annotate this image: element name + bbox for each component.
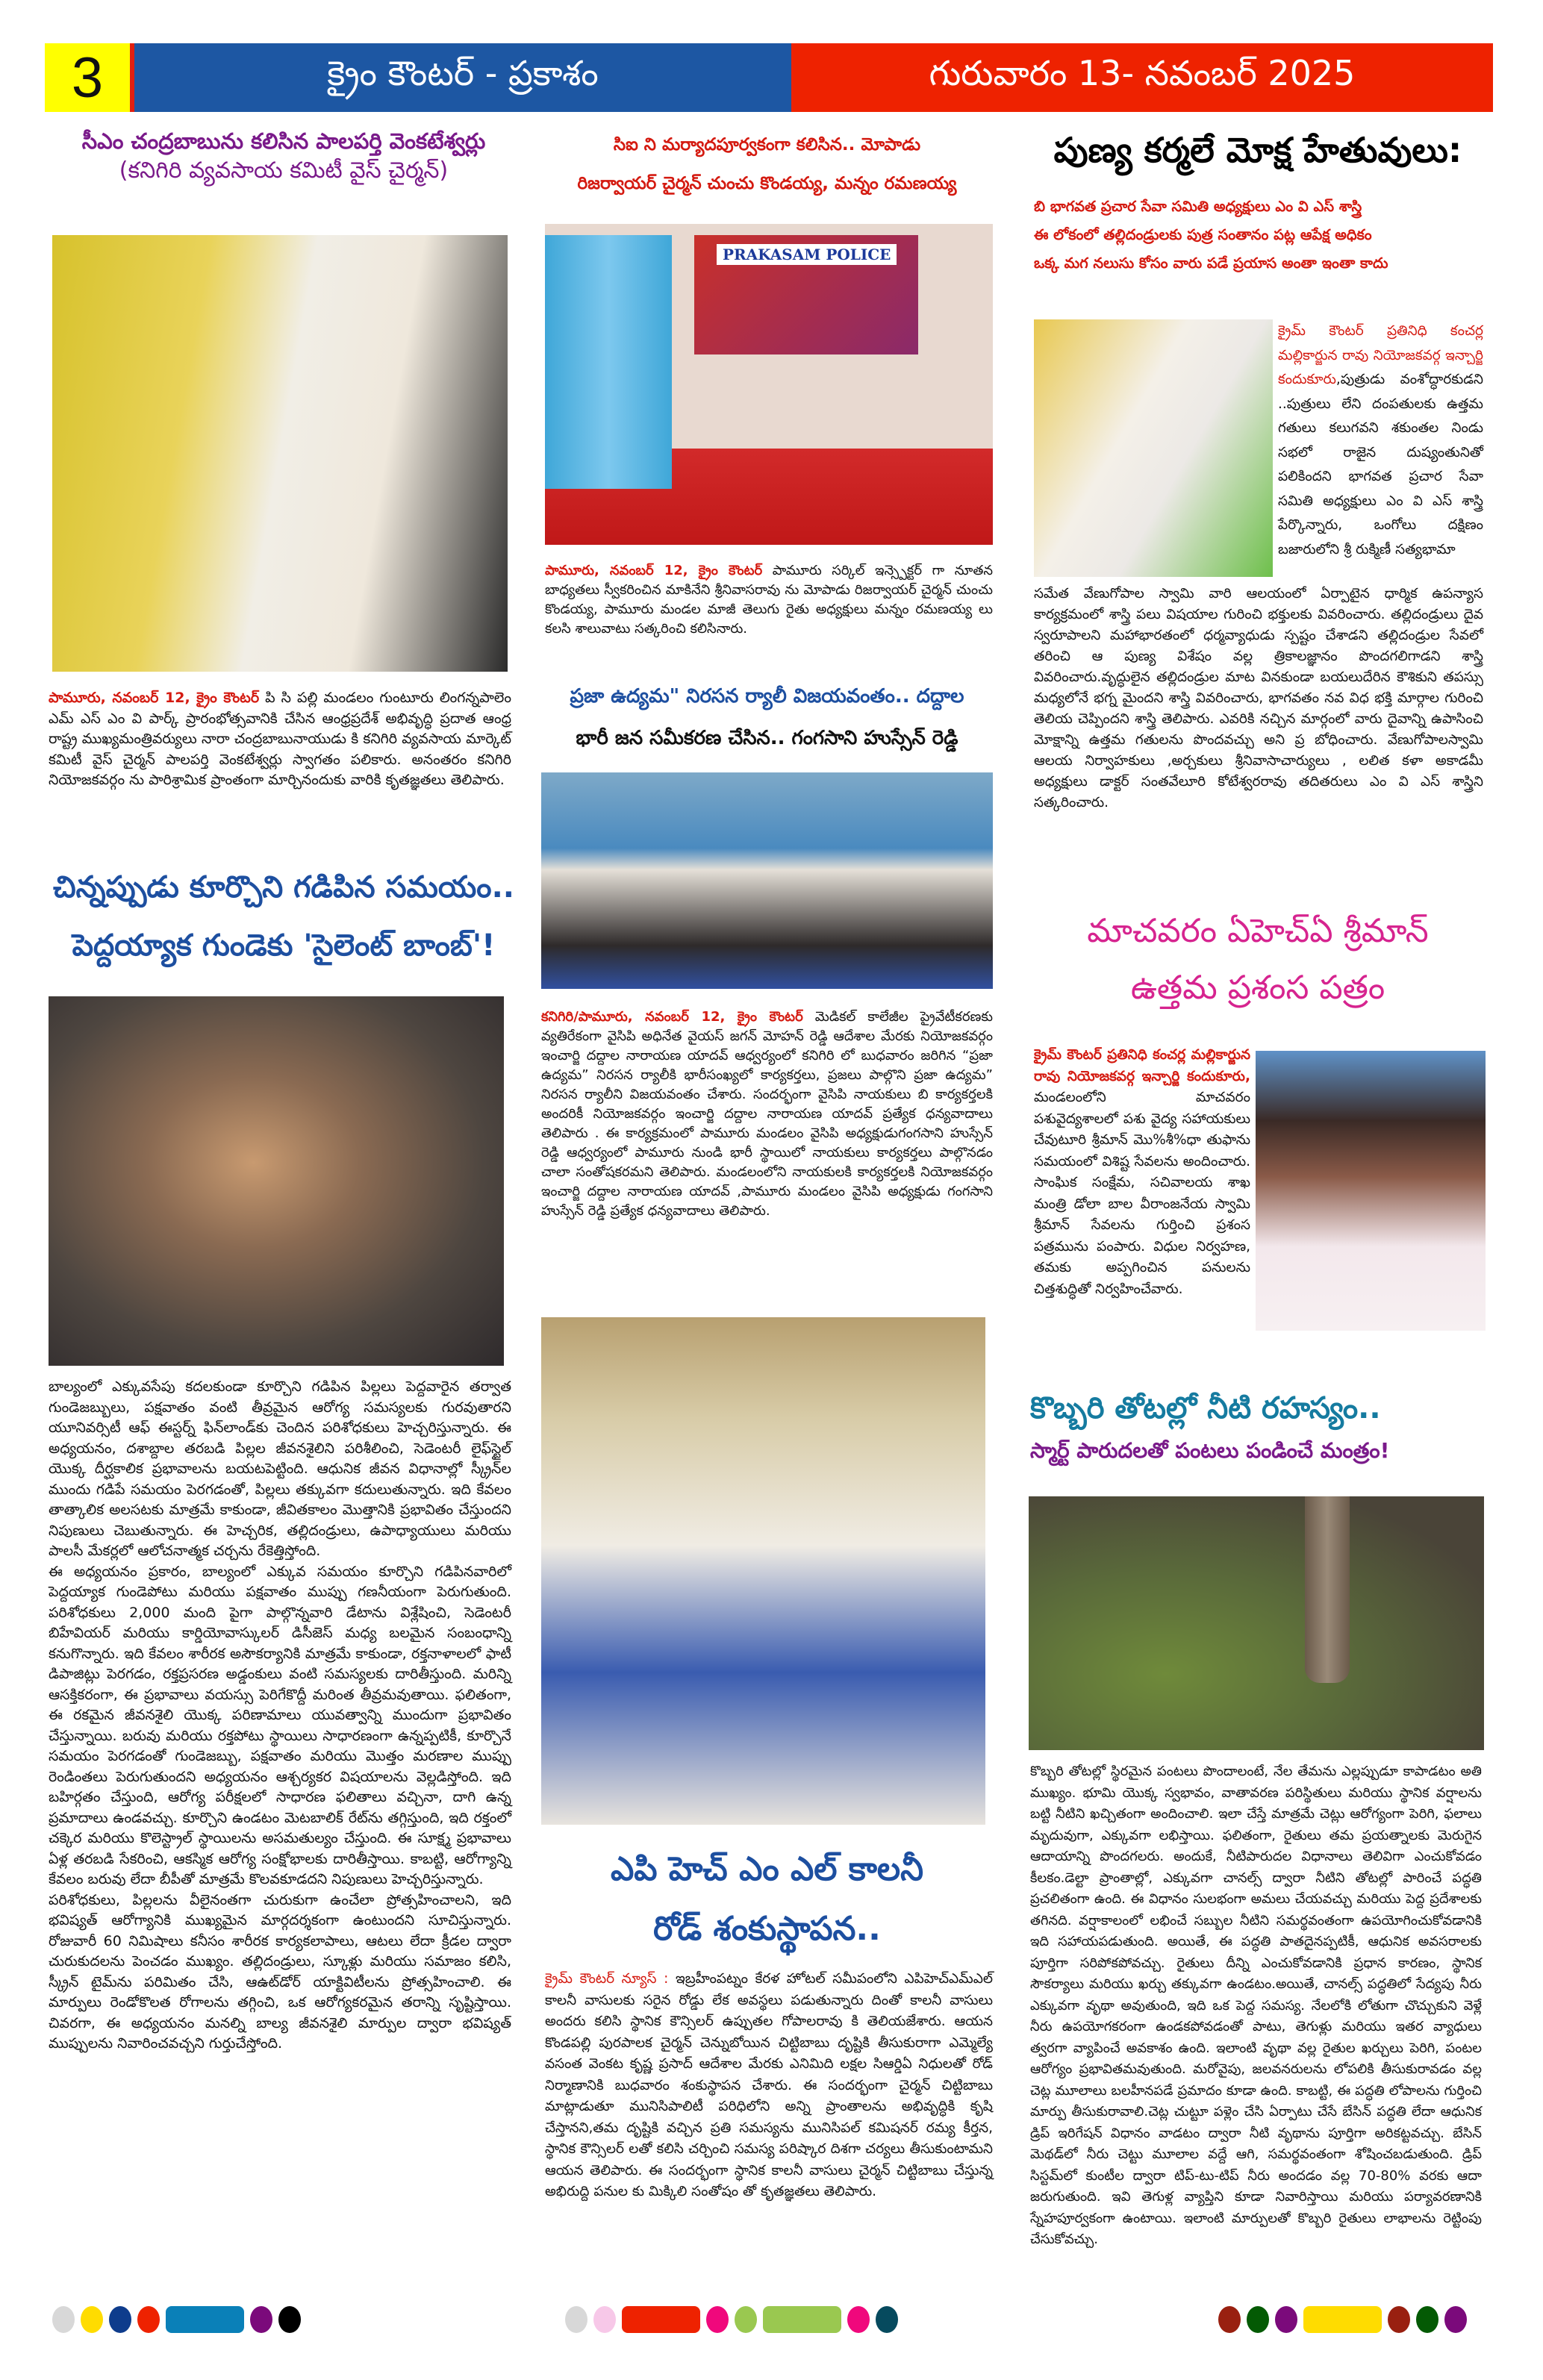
coconut-subhead: స్మార్ట్ పారుదలతో పంటలు పండించే మంత్రం!: [1030, 1438, 1390, 1463]
footer-color-pill: [1416, 2306, 1438, 2333]
punya-karma-headline: పుణ్య కర్మలే మోక్ష హేతువులు:: [1053, 130, 1462, 170]
dateline: క్రైమ్ కౌంటర్ ప్రతినిధి కంచర్ల మల్లికార్జున రావు నియోజకవర్గ ఇన్చార్జి కందుకూరు: [1278, 323, 1483, 387]
shriman-portrait: [1256, 1051, 1486, 1331]
cm-meeting-headline: [45, 127, 523, 187]
footer-color-pill: [565, 2306, 587, 2333]
headline-line: (కనిగిరి వ్యవసాయ కమిటీ వైస్ చైర్మన్): [119, 157, 449, 184]
rally-photo: [541, 772, 993, 989]
rally-article: [541, 1008, 993, 1221]
article-body: పి సి పల్లి మండలం గుంటూరు లింగన్నపాలెం ఎమ్ ఎస్ ఎం వి పార్క్ ప్రారంభోత్సవానికి చేసిన ఆంధ్రప్రదేశ్ అభివృద్ధి ప్రదాత ఆంధ్ర రాష్ట్ర ముఖ్యమంత్రివర్యులు నారా చంద్రబాబునాయుడు కి కనిగిరి వ్యవసాయ మార్కెట్ కమిటీ వైస్ చైర్మన్ పాలపర్తి వెంకటేశ్వర్లు స్వాగతం పలికారు. అనంతరం కనిగిరి నియోజకవర్గం ను పారిశ్రామిక ప్రాంతంగా మార్చినందుకు వారికి కృతజ్ఞతలు తెలిపారు.: [49, 690, 511, 788]
footer-color-pill: [278, 2306, 301, 2333]
child-phone-photo: [49, 996, 504, 1366]
headline-line: ప్రజా ఉద్యమ" నిరసన ర్యాలీ విజయవంతం.. దద్దాల: [570, 685, 964, 708]
footer-color-pill: [1388, 2306, 1410, 2333]
footer-color-pill: [81, 2306, 103, 2333]
article-paragraph: ఈ అధ్యయనం ప్రకారం, బాల్యంలో ఎక్కువ సమయం కూర్చొని గడిపినవారిలో పెద్దయ్యాక గుండెపోటు మరియు పక్షవాతం ముప్పు గణనీయంగా పెరుగుతుంది. పరిశోధకులు 2,000 మంది పైగా పాల్గొన్నవారి డేటాను విశ్లేషించి, సెడెంటరీ బిహేవియర్ మరియు కార్డియోవాస్కులర్ డిసీజెస్ మధ్య బలమైన సంబంధాన్ని కనుగొన్నారు. ఇది కేవలం శారీరక అసౌకర్యానికి మాత్రమే కాకుండా, రక్తనాళాలలో ఫాటీ డిపాజిట్లు పెరగడం, రక్తప్రసరణ అడ్డంకులు వంటి సమస్యలకు దారితీస్తుంది. మరిన్ని ఆసక్తికరంగా, ఈ ప్రభావాలు వయస్సు పెరిగేకొద్దీ మరింత తీవ్రమవుతాయి. ఫలితంగా, ఈ రకమైన జీవనశైలి యొక్క పరిణామాలు యువత్వాన్ని ముందుగా ప్రభావితం చేస్తున్నాయి. బరువు మరియు రక్తపోటు స్థాయిలు సాధారణంగా ఉన్నప్పటికీ, కూర్చొనే సమయం పెరగడంతో గుండెజబ్బు, పక్షవాతం మరియు మొత్తం మరణాల ముప్పు రెండింతలు పెరుగుతుందని అధ్యయనం ఆశ్చర్యకర విషయాలను వెల్లడిస్తోంది. ఇది బహిర్గతం చేస్తుంది, ఆరోగ్య పరీక్షలలో సాధారణ ఫలితాలు వచ్చినా, దాగి ఉన్న ప్రమాదాలు ఉండవచ్చు. కూర్చొని ఉండటం మెటబాలిక్ రేట్‌ను తగ్గిస్తుంది, ఇది రక్తంలో చక్కెర మరియు కొలెస్ట్రాల్ స్థాయిలను అసమతుల్యం చేస్తుంది. ఈ సూక్ష్మ ప్రభావాలు ఏళ్ల తరబడి సేకరించి, ఆకస్మిక ఆరోగ్య సంక్షోభాలకు దారితీస్తాయి. కాబట్టి, ఆరోగ్యాన్ని కేవలం బరువు లేదా బీపీతో మాత్రమే కొలవకూడదని నిపుణులు హెచ్చరిస్తున్నారు.: [49, 1563, 511, 1887]
footer-color-pill: [847, 2306, 870, 2333]
footer-color-pill: [735, 2306, 757, 2333]
dateline: క్రైమ్ కౌంటర్ ప్రతినిధి కంచర్ల మల్లికార్జున రావు నియోజకవర్గ ఇన్చార్జి కందుకూరు,: [1034, 1047, 1250, 1084]
punya-karma-article-top: [1278, 319, 1483, 562]
footer-color-pill: [1444, 2306, 1467, 2333]
dateline: కనిగిరి/పామూరు, నవంబర్ 12, క్రైం కౌంటర్: [541, 1009, 803, 1025]
masthead-date: గురువారం 13- నవంబర్ 2025: [791, 43, 1493, 112]
headline-line: సిఐ ని మర్యాదపూర్వకంగా కలిసిన.. మోపాడు: [613, 135, 921, 154]
footer-color-pill: [250, 2306, 272, 2333]
article-paragraph: బాల్యంలో ఎక్కువసేపు కదలకుండా కూర్చొని గడిపిన పిల్లలు పెద్దవారైన తర్వాత గుండెజబ్బులు, పక్షవాతం వంటి తీవ్రమైన ఆరోగ్య సమస్యలకు గురవుతారని యూనివర్సిటీ ఆఫ్ ఈస్టర్న్ ఫిన్‌లాండ్‌కు చెందిన పరిశోధకులు హెచ్చరిస్తున్నారు. ఈ అధ్యయనం, దశాబ్దాల తరబడి పిల్లల జీవనశైలిని పరిశీలించి, సెడెంటరీ లైఫ్‌స్టైల్ యొక్క దీర్ఘకాలిక ప్రభావాలను బయటపెట్టింది. ఆధునిక జీవన విధానాల్లో స్క్రీన్‌ల ముందు గడిపే సమయం పెరగడంతో, పిల్లలు తక్కువగా కదులుతున్నారు. ఇది కేవలం తాత్కాలిక అలసటకు మాత్రమే కాకుండా, జీవితకాలం మొత్తానికి ప్రభావితం చేస్తుందని నిపుణులు చెబుతున్నారు. ఈ హెచ్చరిక, తల్లిదండ్రులు, ఉపాధ్యాయులు మరియు పాలసీ మేకర్లలో ఆలోచనాత్మక చర్చను రేకెత్తిస్తోంది.: [49, 1378, 511, 1559]
machavaram-article: [1034, 1045, 1250, 1300]
headline-line: ఎపి హెచ్ ఎం ఎల్ కాలనీ: [610, 1850, 924, 1888]
ci-meeting-photo: [545, 224, 993, 545]
article-body: పామూరు సర్కిల్ ఇన్స్పెక్టర్ గా నూతన బాధ్యతలు స్వీకరించిన మాకినేని శ్రీనివాసరావు ను మోపాడు రిజర్వాయర్ చైర్మన్ చుంచు కొండయ్య, పామూరు మండల మాజీ తెలుగు రైతు అధ్యక్షులు మన్నం రమణయ్య లు కలసి శాలువాటు సత్కరించి కలిసినారు.: [545, 563, 994, 637]
footer-color-pill: [137, 2306, 160, 2333]
dateline: పామూరు, నవంబర్ 12, క్రైం కౌంటర్: [49, 690, 260, 706]
coconut-farm-photo: [1029, 1496, 1484, 1750]
punya-karma-article-bottom: సమేత వేణుగోపాల స్వామి వారి ఆలయంలో ఏర్పాటైన ధార్మిక ఉపన్యాస కార్యక్రమంలో శాస్త్రి పలు విషయాల గురించి భక్తులకు వివరించారు. తల్లిదండ్రులు దైవ స్వరూపాలని మహాభారతంలో ధర్మవ్యాధుడు స్పష్టం చేశాడని తల్లిదండ్రుల సేవలో తరించి ఆ పుణ్య విశేషం వల్ల త్రికాలజ్ఞానం పొందగలిగాడని శాస్త్రి వివరించారు.వృద్ధులైన తల్లిదండ్రుల మాట వినకుండా బయలుదేరిన కౌశికుని తపస్సు మధ్యలోనే భగ్న మైందని శాస్త్రి వివరించారు, భాగవతం నవ విధ భక్తి మార్గాల గురించి తెలియ చెప్పిందని శాస్త్రి తెలిపారు. ఎవరికి నచ్చిన మార్గంలో వారు దైవాన్ని ఉపాసించి మోక్షాన్ని ఉత్తమ గతులను పొందవచ్చు అని ప్ర బోధించారు. వేణుగోపాలస్వామి ఆలయ నిర్వాహకులు ,అర్చకులు శ్రీనివాసాచార్యులు , లలిత కళా అకాడమీ అధ్యక్షులు డాక్టర్ సంతవేలూరి కోటేశ్వరరావు తదితరులు ఎం వి ఎస్ శాస్త్రిని సత్కరించారు.: [1034, 586, 1483, 810]
headline-line: సీఎం చంద్రబాబును కలిసిన పాలపర్తి వెంకటేశ్వర్లు: [81, 128, 486, 154]
colony-road-headline: [534, 1840, 1000, 1959]
coconut-article: కొబ్బరి తోటల్లో స్థిరమైన పంటలు పొందాలంటే, నేల తేమను ఎల్లప్పుడూ కాపాడటం అతి ముఖ్యం. భూమి యొక్క స్వభావం, వాతావరణ పరిస్థితులు మరియు స్థానిక వర్షాలను బట్టి నీటిని ఖచ్చితంగా అందించాలి. ఇలా చేస్తే మాత్రమే చెట్లు ఆరోగ్యంగా పెరిగి, ఫలాలు మృదువుగా, ఎక్కువగా లభిస్తాయి. ఫలితంగా, రైతులు తమ ప్రయత్నాలకు మెరుగైన ఆదాయాన్ని పొందగలరు. అందుకే, నీటిపారుదల విధానాలు తెలివిగా ఎంచుకోవడం కీలకం.డెల్టా ప్రాంతాల్లో, ఎక్కువగా చానల్స్ ద్వారా నీటిని తోటల్లో పారించే పద్ధతి ప్రచలితంగా ఉంది. ఈ విధానం సులభంగా అమలు చేయవచ్చు మరియు పెద్ద ప్రదేశాలకు తగినది. వర్షాకాలంలో లభించే సబ్బుల నీటిని సమర్థవంతంగా ఉపయోగించుకోవడానికి ఇది సహాయపడుతుంది. అయితే, ఈ పద్ధతి పాతదైనప్పటికీ, ఆధునిక అవసరాలకు పూర్తిగా సరిపోకపోవచ్చు. రైతులు దీన్ని ఎంచుకోవడానికి ప్రధాన కారణం, స్థానిక సౌకర్యాలు మరియు ఖర్చు తక్కువగా ఉండటం.అయితే, చానల్స్ పద్ధతిలో సేద్యపు నీరు ఎక్కువగా వృథా అవుతుంది, ఇది ఒక పెద్ద సమస్య. నేలలోకి లోతుగా చొచ్చుకుని వెళ్లే నీరు ఉపయోగకరంగా ఉండకపోవడంతో పాటు, తెగుళ్లు మరియు ఇతర వ్యాధులు త్వరగా వ్యాపించే అవకాశం ఉంది. ఇలాంటి వృథా వల్ల రైతుల ఖర్చులు పెరిగి, పంటల ఆరోగ్యం ప్రభావితమవుతుంది. మరోవైపు, జలవనరులను లోపలికి తీసుకురావడం వల్ల చెట్ల మూలాలు బలహీనపడే ప్రమాదం కూడా ఉంది. కాబట్టి, ఈ పద్ధతి లోపాలను గుర్తించి మార్పు తీసుకురావాలి.చెట్ల చుట్టూ పళ్లెం చేసి ఏర్పాటు చేసే బేసిన్ పద్ధతి లేదా ఆధునిక డ్రిప్ ఇరిగేషన్ విధానం వాడటం ద్వారా నీటి వృథాను పూర్తిగా అరికట్టవచ్చు. బేసిన్ మెథడ్‌లో నీరు చెట్టు మూలాల వద్దే ఆగి, సమర్థవంతంగా శోషించబడుతుంది. డ్రిప్ సిస్టమ్‌లో కుంటీల ద్వారా టిప్-టు-టిప్ నీరు అందడం వల్ల 70-80% వరకు ఆదా జరుగుతుంది. ఇవి తెగుళ్ల వ్యాప్తిని కూడా నివారిస్తాయి మరియు పర్యావరణానికి స్నేహపూర్వకంగా ఉంటాయి. ఇలాంటి మార్పులతో కొబ్బరి రైతులు లాభాలను రెట్టింపు చేసుకోవచ్చు.: [1030, 1764, 1482, 2247]
footer-color-pill: [52, 2306, 75, 2333]
subhead-line: ఈ లోకంలో తల్లిదండ్రులకు పుత్ర సంతానం పట్ల ఆపేక్ష అధికం: [1034, 226, 1372, 243]
curtain: [545, 235, 672, 489]
headline-line: పెద్దయ్యాక గుండెకు 'సైలెంట్ బాంబ్'!: [72, 928, 496, 963]
cm-meeting-article: [49, 688, 511, 791]
colony-road-article: [545, 1969, 993, 2203]
article-body: మండలంలోని మాచవరం పశువైద్యశాలలో పశు వైద్య సహాయకులు చేవుటూరి శ్రీమాన్ మొ%శీ%ధా తుఫాను సమయంలో విశిష్ట సేవలను అందించారు. సాంఘిక సంక్షేమ, సచివాలయ శాఖ మంత్రి డోలా బాల వీరాంజనేయ స్వామి శ్రీమాన్ సేవలను గుర్తించి ప్రశంస పత్రమును పంపారు. విధుల నిర్వహణ, తమకు అప్పగించిన పనులను చిత్తశుద్ధితో నిర్వహించేవారు.: [1034, 1090, 1250, 1297]
article-body: మెడికల్ కాలేజీల ప్రైవేటీకరణకు వ్యతిరేకంగా వైసిపి అధినేత వైయస్ జగన్ మోహన్ రెడ్డి ఆదేశాల మేరకు నియోజకవర్గం ఇంచార్జి దద్దాల నారాయణ యాదవ్ ఆధ్వర్యంలో కనిగిరి లో బుధవారం జరిగిన “ప్రజా ఉద్యమ” నిరసన ర్యాలీకి భారీసంఖ్యలో కార్యకర్తలు, ప్రజలు పాల్గొని ప్రజా ఉద్యమ” నిరసన ర్యాలీని విజయవంతం చేశారు. సందర్భంగా వైసిపి నాయకులు బి కార్యకర్తలకి అందరికీ నియోజకవర్గం ఇంచార్జి దద్దాల నారాయణ యాదవ్ ప్రత్యేక ధన్యవాదాలు తెలిపారు . ఈ కార్యక్రమంలో పామూరు మండలం వైసిపి అధ్యక్షుడుగంగసాని హుస్సేన్ రెడ్డి ఆధ్వర్యంలో పామూరు నుండి భారీ స్థాయిలో నాయకులు కార్యకర్తలు పాల్గొనడం చాలా సంతోషకరమని తెలిపారు. మండలంలోని నాయకులకి కార్యకర్తలకి నియోజకవర్గం ఇంచార్జి దద్దాల నారాయణ యాదవ్ ,పామూరు మండలం వైసిపి అధ్యక్షుడు గంగసాని హుస్సేన్ రెడ్డి ప్రత్యేక ధన్యవాదాలు తెలిపారు.: [541, 1009, 993, 1219]
dateline: క్రైమ్ కౌంటర్ న్యూస్ :: [545, 1971, 669, 1987]
coconut-headline: కొబ్బరి తోటల్లో నీటి రహస్యం..: [1030, 1391, 1381, 1425]
footer-color-pill: [622, 2306, 700, 2333]
silent-bomb-headline: [45, 858, 523, 975]
silent-bomb-article: [49, 1377, 511, 2055]
article-body: ఇబ్రహీంపట్నం కేరళ హోటల్ సమీపంలోని ఎపిహెచ్ఎమ్ఎల్ కాలనీ వాసులకు సరైన రోడ్డు లేక అవస్థలు పడుతున్నారు దింతో కాలనీ వాసులు అందరు కలిసి స్థానిక కౌన్సిలర్ ఉప్పుతల గోపాలరావు కి తెలియజేశారు. ఆయన కొండపల్లి పురపాలక చైర్మన్ చెన్నుబోయిన చిట్టిబాబు దృష్టికి తీసుకురాగా ఎమ్మెల్యే వసంత వెంకట కృష్ణ ప్రసాద్ ఆదేశాల మేరకు ఎనిమిది లక్షల సిఆర్డిఏ నిధులతో రోడ్ నిర్మాణానికి బుధవారం శంకుస్థాపన చేశారు. ఈ సందర్భంగా చైర్మన్ చిట్టిబాబు మాట్లాడుతూ మునిసిపాలిటీ పరిధిలోని అన్ని ప్రాంతాలను అభివృద్ధికి కృషి చేస్తానని,తమ దృష్టికి వచ్చిన ప్రతి సమస్యను మునిసిపల్ కమిషనర్ రమ్య కీర్తన, స్థానిక కౌన్సిలర్ లతో కలిసి చర్చించి సమస్య పరిష్కార దిశగా చర్యలు తీసుకుంటామని ఆయన తెలిపారు. ఈ సందర్భంగా స్థానిక కాలనీ వాసులు చైర్మన్ చిట్టిబాబు చేస్తున్న అభిరుద్ది పనుల కు మిక్కిలి సంతోషం తో కృతజ్ఞతలు తెలిపారు.: [545, 1971, 993, 2199]
headline-line: ఉత్తమ ప్రశంస పత్రం: [1130, 969, 1385, 1007]
subhead-line: ఒక్క మగ నలుసు కోసం వారు పడే ప్రయాస అంతా ఇంతా కాదు: [1034, 254, 1388, 272]
dateline: పామూరు, నవంబర్ 12, క్రైం కౌంటర్: [545, 563, 763, 578]
police-banner: [694, 235, 918, 354]
article-paragraph: పరిశోధకులు, పిల్లలను వీలైనంతగా చురుకుగా ఉంచేలా ప్రోత్సహించాలని, ఇది భవిష్యత్ ఆరోగ్యానికి ముఖ్యమైన మార్గదర్శకంగా ఉంటుందని సూచిస్తున్నారు. రోజువారీ 60 నిమిషాలు కనీసం శారీరక కార్యకలాపాలు, ఆటలు లేదా క్రీడల ద్వారా చురుకుదలను పెంచడం ముఖ్యం. తల్లిదండ్రులు, స్కూళ్లు మరియు సమాజం కలిసి, స్క్రీన్ టైమ్‌ను పరిమితం చేసి, ఆఉట్‌డోర్ యాక్టివిటీలను ప్రోత్సహించాలి. ఈ మార్పులు రెండోకొలత రోగాలను తగ్గించి, ఒక ఆరోగ్యకరమైన తరాన్ని సృష్టిస్తాయి. చివరగా, ఈ అధ్యయనం మనల్ని బాల్య జీవనశైలి మార్పుల ద్వారా భవిష్యత్ ముప్పులను నివారించవచ్చని గుర్తుచేస్తోంది.: [49, 1891, 511, 2052]
headline-line: మాచవరం ఏహెచ్ఏ శ్రీమాన్: [1087, 912, 1429, 950]
footer-color-pill: [1275, 2306, 1297, 2333]
headline-line: రోడ్ శంకుస్థాపన..: [653, 1910, 881, 1948]
headline-line: భారీ జన సమీకరణ చేసిన.. గంగసాని హుస్సేన్ రెడ్డి: [576, 727, 958, 749]
headline-line: రిజర్వాయర్ చైర్మన్ చుంచు కొండయ్య, మన్నం రమణయ్య: [577, 174, 957, 193]
punya-karma-subheads: [1034, 193, 1497, 278]
article-body: ,పుత్రుడు వంశోద్ధారకుడని ..పుత్రులు లేని దంపతులకు ఉత్తమ గతులు కలుగవని శకుంతల నిండు సభలో రాజైన దుష్యంతునితో పలికిందని భాగవత ప్రచార సేవా సమితి అధ్యక్షులు ఎం వి ఎస్ శాస్త్రి పేర్కొన్నారు, ఒంగోలు దక్షిణం బజారులోని శ్రీ రుక్మిణీ సత్యభామా: [1278, 372, 1483, 557]
footer-color-pill: [166, 2306, 244, 2333]
footer-color-pill: [763, 2306, 841, 2333]
cm-meeting-photo: [52, 235, 508, 672]
footer-color-pill: [876, 2306, 898, 2333]
footer-color-pill: [1247, 2306, 1269, 2333]
palm-trunk: [1305, 1496, 1350, 1683]
rally-headline: [534, 675, 1000, 759]
police-sign-text: PRAKASAM POLICE: [717, 244, 897, 265]
footer-color-pill: [593, 2306, 616, 2333]
machavaram-headline: [1023, 903, 1493, 1016]
headline-line: చిన్నప్పుడు కూర్చొని గడిపిన సమయం..: [53, 870, 514, 905]
ci-meeting-headline: [534, 125, 1000, 203]
page-number: 3: [45, 43, 134, 112]
subhead-line: బి భాగవత ప్రచార సేవా సమితి అధ్యక్షులు ఎం వి ఎస్ శాస్త్రి: [1034, 198, 1362, 215]
masthead-title: క్రైం కౌంటర్ - ప్రకాశం: [134, 43, 791, 112]
footer-color-pill: [1303, 2306, 1382, 2333]
shastri-photo: [1034, 319, 1273, 577]
ci-meeting-article: [545, 561, 993, 639]
footer-color-pill: [109, 2306, 131, 2333]
footer-color-pill: [1218, 2306, 1241, 2333]
footer-color-pill: [706, 2306, 729, 2333]
colony-photo: [541, 1317, 985, 1825]
